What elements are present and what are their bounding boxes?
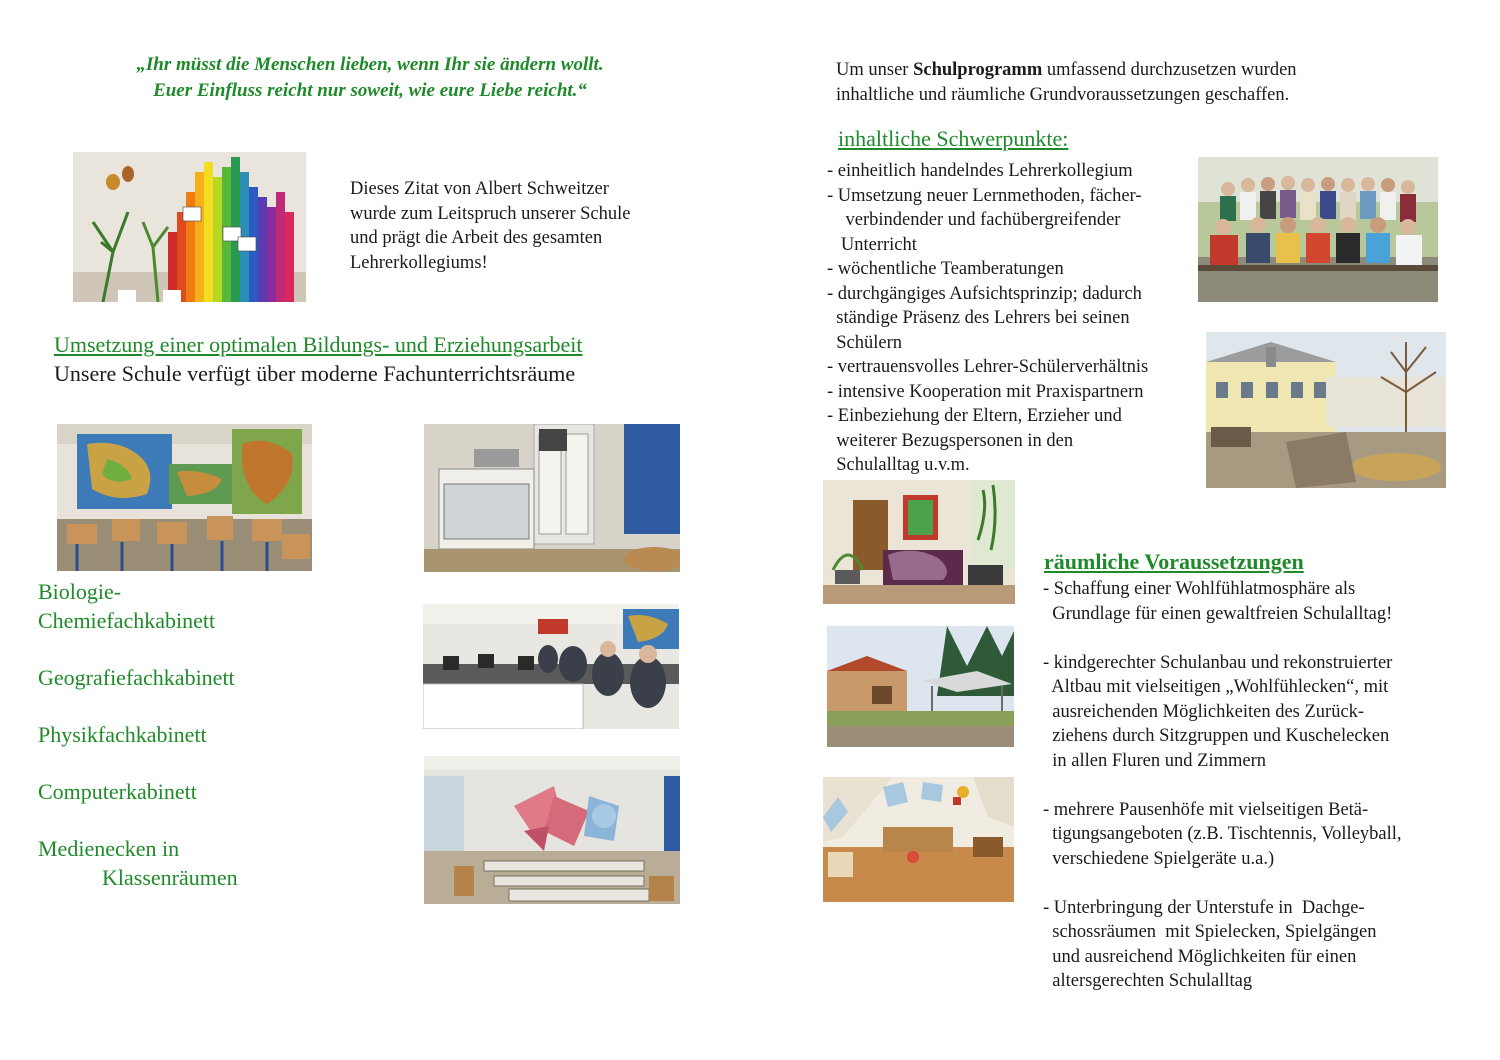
raum-item: ziehens durch Sitzgruppen und Kuschelecken: [1043, 726, 1390, 746]
inhalt-item: - durchgängiges Aufsichtsprinzip; dadurch: [827, 283, 1142, 304]
intro-pre: Um unser: [836, 60, 914, 80]
raum-item: - kindgerechter Schulanbau und rekonstruierter: [1043, 652, 1393, 673]
zitat-line-2: wurde zum Leitspruch unserer Schule: [350, 203, 631, 224]
schoolyard-photo: [827, 626, 1014, 747]
raum-item: altersgerechten Schulalltag: [1043, 971, 1253, 991]
chemistry-lab-photo: [424, 424, 680, 572]
inhalt-item: ständige Präsenz des Lehrers bei seinen: [827, 308, 1130, 328]
inhalt-item: Schülern: [827, 332, 903, 353]
inhalt-item: Unterricht: [827, 234, 917, 255]
room-medienecken: Medienecken in: [38, 836, 180, 861]
room-klassenraeume: Klassenräumen: [102, 865, 238, 890]
inhalt-item: Schulalltag u.v.m.: [827, 455, 970, 475]
staff-group-photo: [1198, 157, 1438, 302]
quote-line-2: Euer Einfluss reicht nur soweit, wie eure Liebe reicht.“: [153, 80, 587, 101]
raum-list: [1043, 577, 1402, 994]
raum-item: [1043, 773, 1402, 798]
geography-classroom-photo: [57, 424, 312, 571]
room-list: [38, 577, 238, 892]
inhalt-item: - wöchentliche Teamberatungen: [827, 259, 1064, 279]
media-classroom-photo: [424, 756, 680, 904]
quote-line-1: „Ihr müsst die Menschen lieben, wenn Ihr sie ändern wollt.: [136, 54, 604, 75]
raum-item: - Schaffung einer Wohlfühlatmosphäre als: [1043, 579, 1356, 599]
inhalt-item: - Einbeziehung der Eltern, Erzieher und: [827, 406, 1122, 426]
raum-item: [1043, 871, 1402, 896]
raum-item: schossräumen mit Spielecken, Spielgängen: [1043, 922, 1377, 942]
computer-room-photo: [423, 604, 679, 729]
inhalt-item: weiterer Bezugspersonen in den: [827, 430, 1074, 451]
intro-bold: Schulprogramm: [913, 60, 1043, 80]
raum-item: ausreichenden Möglichkeiten des Zurück-: [1043, 701, 1365, 722]
inhalt-item: - einheitlich handelndes Lehrerkollegium: [827, 161, 1133, 181]
cozy-corner-photo: [823, 480, 1015, 604]
section-subheading: Unsere Schule verfügt über moderne Fachunterrichtsräume: [54, 361, 576, 386]
quote: [60, 52, 680, 104]
room-computer: Computerkabinett: [38, 779, 197, 804]
inhalt-item: - Umsetzung neuer Lernmethoden, fächer-: [827, 185, 1142, 206]
attic-rooms-photo: [823, 777, 1014, 902]
intro-text: [836, 58, 1297, 107]
raum-item: - mehrere Pausenhöfe mit vielseitigen Betä-: [1043, 799, 1369, 820]
zitat-line-4: Lehrerkollegiums!: [350, 252, 488, 273]
inhalt-item: - intensive Kooperation mit Praxispartnern: [827, 381, 1144, 402]
intro-line-2: inhaltliche und räumliche Grundvoraussetzungen geschaffen.: [836, 84, 1290, 105]
inhalt-list: [827, 159, 1148, 478]
inhalt-item: - vertrauensvolles Lehrer-Schülerverhältnis: [827, 357, 1149, 377]
raum-item: in allen Fluren und Zimmern: [1043, 750, 1266, 771]
rainbow-pipes-photo: [73, 152, 306, 302]
room-physik: Physikfachkabinett: [38, 722, 207, 747]
inhalt-item: verbindender und fachübergreifender: [827, 210, 1121, 230]
raum-item: Altbau mit vielseitigen „Wohlfühlecken“, mit: [1043, 677, 1389, 697]
raum-item: - Unterbringung der Unterstufe in Dachge-: [1043, 897, 1365, 918]
zitat-explanation: [350, 177, 631, 275]
room-geografie: Geografiefachkabinett: [38, 665, 235, 690]
school-building-photo: [1206, 332, 1446, 488]
room-chemie: Chemiefachkabinett: [38, 608, 216, 633]
section-heading: Umsetzung einer optimalen Bildungs- und Erziehungsarbeit: [54, 332, 583, 357]
zitat-line-3: und prägt die Arbeit des gesamten: [350, 228, 603, 248]
room-biologie: Biologie-: [38, 579, 122, 604]
raum-item: und ausreichend Möglichkeiten für einen: [1043, 946, 1357, 967]
raum-item: Grundlage für einen gewaltfreien Schulalltag!: [1043, 603, 1393, 624]
raum-heading: räumliche Voraussetzungen: [1044, 549, 1304, 574]
inhalt-heading: inhaltliche Schwerpunkte:: [838, 126, 1069, 151]
raum-item: tigungsangeboten (z.B. Tischtennis, Volleyball,: [1043, 824, 1402, 844]
intro-post: umfassend durchzusetzen wurden: [1042, 60, 1297, 80]
zitat-line-1: Dieses Zitat von Albert Schweitzer: [350, 179, 609, 199]
raum-item: verschiedene Spielgeräte u.a.): [1043, 848, 1275, 869]
raum-item: [1043, 626, 1402, 651]
